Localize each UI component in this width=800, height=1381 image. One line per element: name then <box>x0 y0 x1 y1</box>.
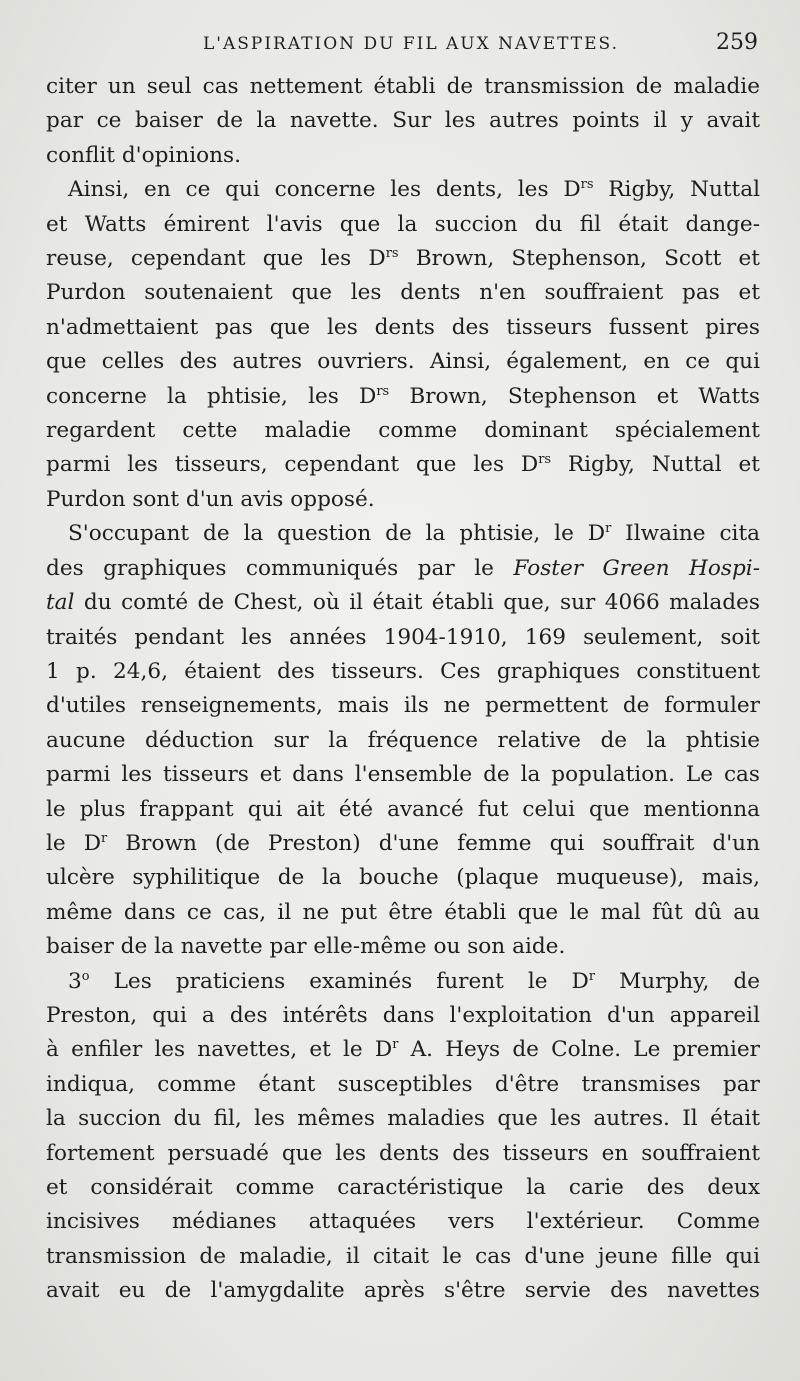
paragraph-2 <box>46 173 760 517</box>
text-line: incisives médianes attaquées vers l'extérieur. Comme <box>46 1209 760 1235</box>
text-line: citer un seul cas nettement établi de transmission de maladie <box>46 74 760 99</box>
text-line: traités pendant les années 1904-1910, 169 seulement, soit <box>46 624 760 650</box>
text-line: reuse, cependant que les $D^{rs}$ Brown, Stephenson, Scott et <box>46 246 760 272</box>
running-title: L'ASPIRATION DU FIL AUX NAVETTES. <box>203 34 619 54</box>
paragraph-1 <box>46 70 760 173</box>
text-line: fortement persuadé que les dents des tisseurs en souffraient <box>46 1140 760 1166</box>
text-line: Purdon soutenaient que les dents n'en souffraient pas et <box>46 280 760 306</box>
text-line: S'occupant de la question de la phtisie, le $D^r$ Ilwaine cita <box>68 521 760 547</box>
text-line: transmission de maladie, il citait le cas d'une jeune fille qui <box>46 1243 760 1269</box>
text-line: le plus frappant qui ait été avancé fut celui que mentionna <box>46 796 760 822</box>
text-line: conflit d'opinions. <box>46 142 242 168</box>
text-line: même dans ce cas, il ne put être établi que le mal fût dû au <box>46 899 760 925</box>
text-line: tal du comté de Chest, où il était établi que, sur 4066 malades <box>46 590 760 616</box>
paragraph-3 <box>46 517 760 964</box>
text-line: Purdon sont d'un avis opposé. <box>46 486 375 512</box>
text-line: à enfiler les navettes, et le $D^r$ A. Heys de Colne. Le premier <box>46 1037 760 1063</box>
text-line: indiqua, comme étant susceptibles d'être transmises par <box>46 1071 760 1097</box>
text-line: concerne la phtisie, les $D^{rs}$ Brown, Stephenson et Watts <box>46 383 760 409</box>
text-line: Preston, qui a des intérêts dans l'exploitation d'un appareil <box>46 1002 760 1028</box>
text-line: avait eu de l'amygdalite après s'être servie des navettes <box>46 1278 760 1304</box>
text-line: parmi les tisseurs, cependant que les $D^{rs}$ Rigby, Nuttal et <box>46 452 760 478</box>
text-line: baiser de la navette par elle-même ou son aide. <box>46 934 566 960</box>
text-line: 3$^o$ Les praticiens examinés furent le $D^r$ Murphy, de <box>68 968 760 994</box>
text-line: n'admettaient pas que les dents des tisseurs fussent pires <box>46 314 760 340</box>
text-line: des graphiques communiqués par le Foster Green Hospi- <box>46 555 760 581</box>
text-line: la succion du fil, les mêmes maladies que les autres. Il était <box>46 1106 760 1132</box>
text-line: parmi les tisseurs et dans l'ensemble de la population. Le cas <box>46 762 760 788</box>
text-line: d'utiles renseignements, mais ils ne permettent de formuler <box>46 693 760 719</box>
text-line: 1 p. 24,6, étaient des tisseurs. Ces graphiques constituent <box>46 658 760 684</box>
text-line: ulcère syphilitique de la bouche (plaque muqueuse), mais, <box>46 865 760 891</box>
text-line: aucune déduction sur la fréquence relative de la phtisie <box>46 727 760 753</box>
text-line: regardent cette maladie comme dominant spécialement <box>46 418 760 444</box>
text-line: Ainsi, en ce qui concerne les dents, les $D^{rs}$ Rigby, Nuttal <box>68 177 761 203</box>
text-line: et Watts émirent l'avis que la succion du fil était dange- <box>46 211 760 237</box>
page-number: 259 <box>716 30 758 55</box>
text-line: et considérait comme caractéristique la carie des deux <box>46 1175 760 1200</box>
text-line: que celles des autres ouvriers. Ainsi, également, en ce qui <box>46 349 760 375</box>
page-header <box>46 30 760 68</box>
body-text <box>46 70 760 1309</box>
paragraph-4 <box>46 965 760 1309</box>
text-line: par ce baiser de la navette. Sur les autres points il y avait <box>46 108 760 134</box>
text-line: le $D^r$ Brown (de Preston) d'une femme qui souffrait d'un <box>46 830 760 856</box>
